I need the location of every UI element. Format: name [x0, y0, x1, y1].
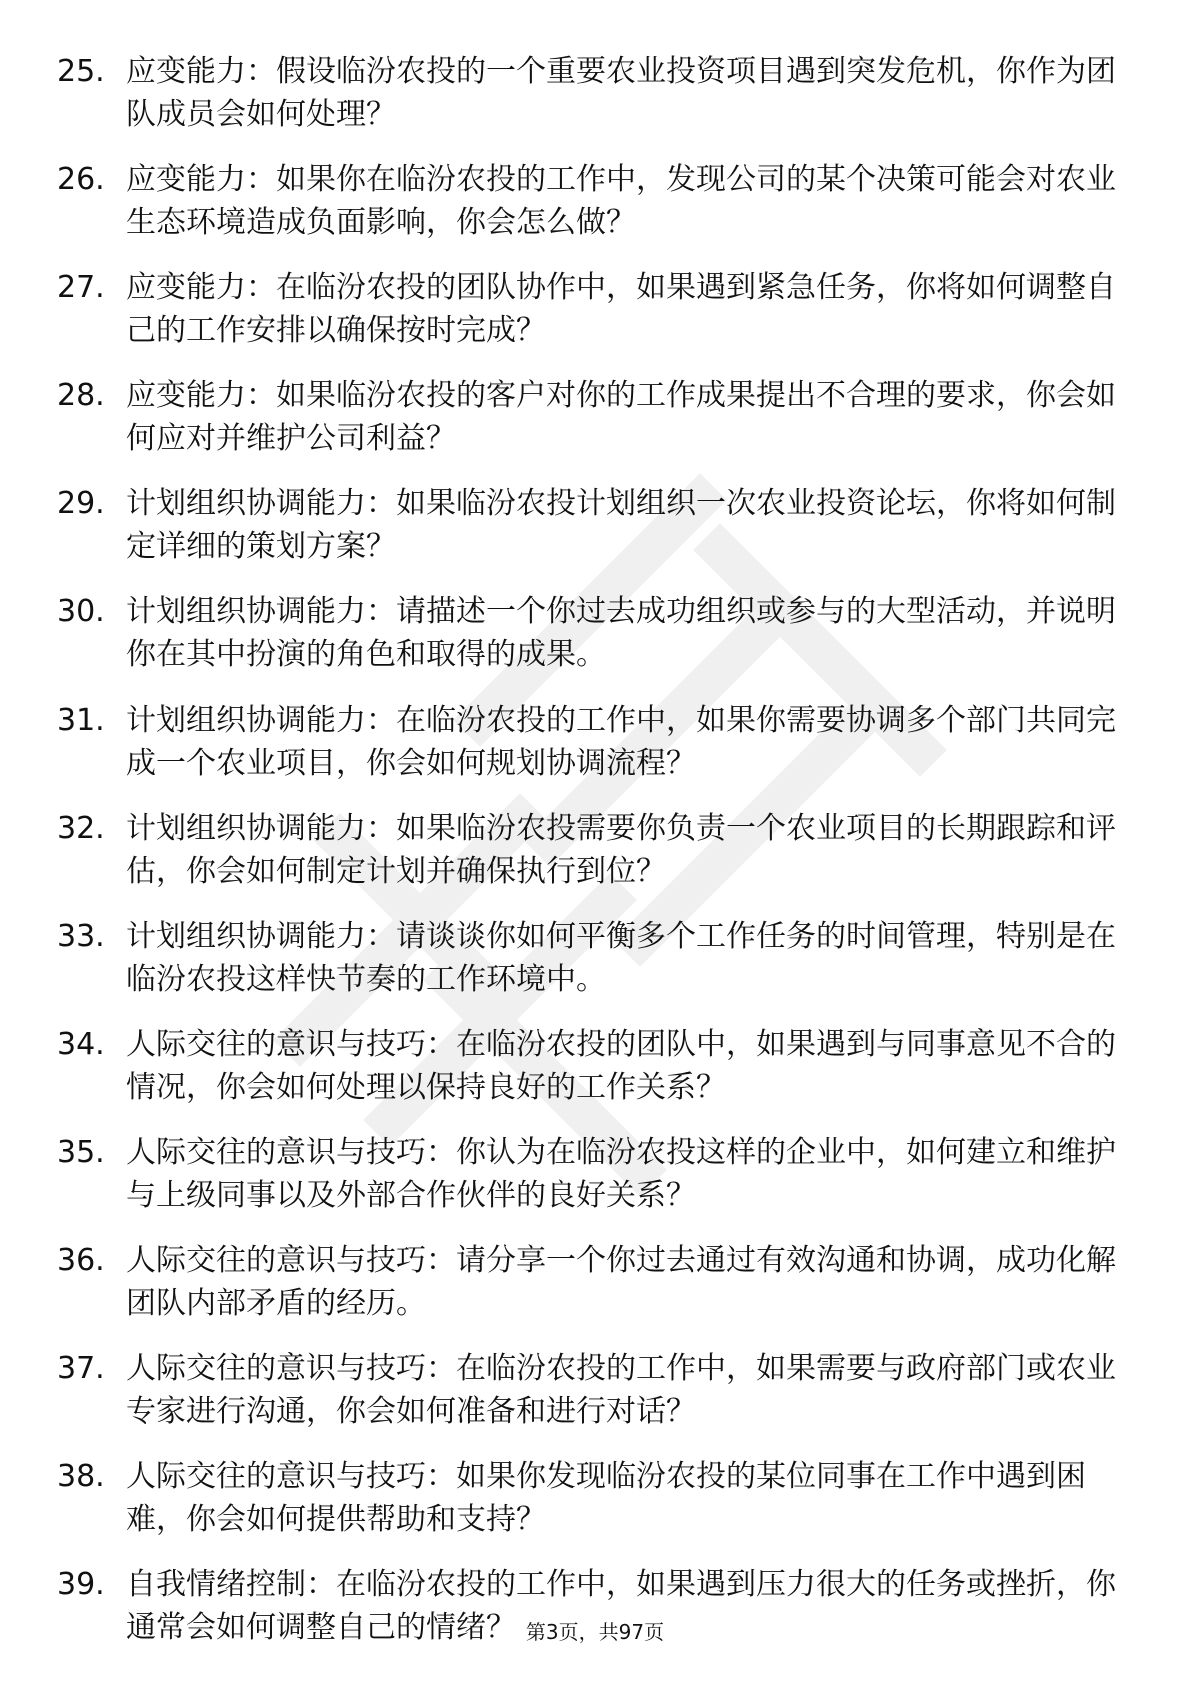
page-number-label: 第3页，共97页 [525, 1620, 665, 1644]
question-item [0, 590, 1190, 698]
question-item [0, 915, 1190, 1023]
question-text: 计划组织协调能力：请谈谈你如何平衡多个工作任务的时间管理，特别是在临汾农投这样快节奏的工作环境中。 [126, 918, 1116, 997]
question-text: 计划组织协调能力：如果临汾农投计划组织一次农业投资论坛，你将如何制定详细的策划方案？ [126, 486, 1116, 565]
question-number: 26. [57, 162, 105, 198]
question-number: 30. [57, 594, 105, 630]
question-item [0, 158, 1190, 266]
question-number: 33. [57, 918, 105, 954]
question-number: 39. [57, 1567, 105, 1603]
question-item [0, 1131, 1190, 1239]
question-number: 37. [57, 1351, 105, 1387]
question-item [0, 1347, 1190, 1455]
question-text: 自我情绪控制：在临汾农投的工作中，如果遇到压力很大的任务或挫折，你通常会如何调整自己的情绪？ [126, 1567, 1116, 1646]
question-text: 人际交往的意识与技巧：在临汾农投的工作中，如果需要与政府部门或农业专家进行沟通，你会如何准备和进行对话？ [126, 1351, 1116, 1430]
question-item [0, 266, 1190, 374]
question-text: 计划组织协调能力：请描述一个你过去成功组织或参与的大型活动，并说明你在其中扮演的角色和取得的成果。 [126, 594, 1116, 673]
question-text: 应变能力：如果临汾农投的客户对你的工作成果提出不合理的要求，你会如何应对并维护公司利益？ [126, 378, 1116, 457]
question-text: 计划组织协调能力：在临汾农投的工作中，如果你需要协调多个部门共同完成一个农业项目，你会如何规划协调流程？ [126, 702, 1116, 781]
question-item [0, 50, 1190, 158]
question-text: 人际交往的意识与技巧：在临汾农投的团队中，如果遇到与同事意见不合的情况，你会如何处理以保持良好的工作关系？ [126, 1026, 1116, 1105]
question-text: 人际交往的意识与技巧：你认为在临汾农投这样的企业中，如何建立和维护与上级同事以及外部合作伙伴的良好关系？ [126, 1134, 1116, 1213]
question-text: 人际交往的意识与技巧：如果你发现临汾农投的某位同事在工作中遇到困难，你会如何提供帮助和支持？ [126, 1459, 1086, 1538]
question-item [0, 1455, 1190, 1563]
question-number: 29. [57, 486, 105, 522]
question-text: 人际交往的意识与技巧：请分享一个你过去通过有效沟通和协调，成功化解团队内部矛盾的经历。 [126, 1243, 1116, 1322]
question-item [0, 482, 1190, 590]
question-item [0, 1239, 1190, 1347]
question-item [0, 1563, 1190, 1671]
question-number: 35. [57, 1134, 105, 1170]
question-number: 32. [57, 810, 105, 846]
question-number: 38. [57, 1459, 105, 1495]
question-text: 应变能力：假设临汾农投的一个重要农业投资项目遇到突发危机，你作为团队成员会如何处理？ [126, 54, 1116, 132]
question-text: 应变能力：在临汾农投的团队协作中，如果遇到紧急任务，你将如何调整自己的工作安排以确保按时完成？ [126, 270, 1116, 349]
question-number: 31. [57, 702, 105, 738]
question-number: 36. [57, 1243, 105, 1279]
question-number: 34. [57, 1026, 105, 1062]
question-number: 28. [57, 378, 105, 414]
question-item [0, 374, 1190, 482]
question-number: 27. [57, 270, 105, 306]
question-item [0, 1023, 1190, 1131]
question-number: 25. [57, 54, 105, 89]
question-item [0, 699, 1190, 807]
question-list [0, 50, 1190, 1671]
question-item [0, 807, 1190, 915]
page-footer [0, 1620, 1190, 1644]
question-text: 计划组织协调能力：如果临汾农投需要你负责一个农业项目的长期跟踪和评估，你会如何制定计划并确保执行到位？ [126, 810, 1116, 889]
question-text: 应变能力：如果你在临汾农投的工作中，发现公司的某个决策可能会对农业生态环境造成负面影响，你会怎么做？ [126, 162, 1116, 241]
